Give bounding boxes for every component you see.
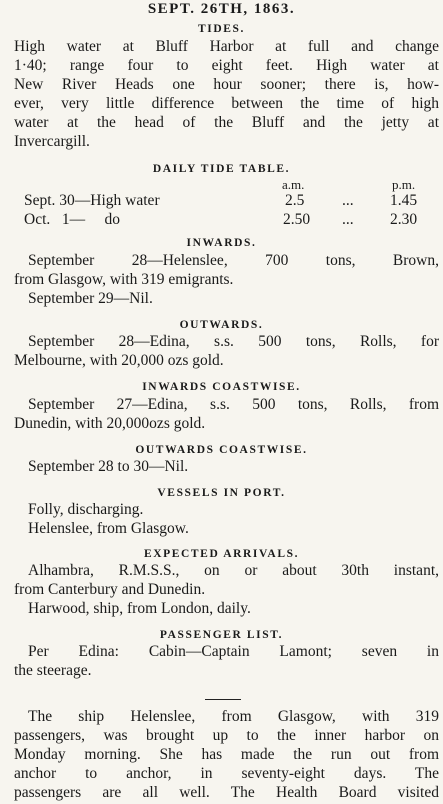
inwards-coastwise-heading: INWARDS COASTWISE.	[142, 381, 301, 393]
tide-row-label: Sept. 30—High water	[24, 192, 160, 209]
article-line: anchor to anchor, in seventy-eight days. The	[14, 765, 439, 782]
date-heading: SEPT. 26TH, 1863.	[147, 1, 296, 17]
outwards-line: Melbourne, with 20,000 ozs gold.	[14, 352, 224, 369]
tides-line: New River Heads one hour sooner; there is, how-	[14, 76, 439, 93]
expected-arrivals-line: Alhambra, R.M.S.S., on or about 30th instant,	[28, 562, 439, 579]
tide-table-col-am: a.m.	[282, 177, 305, 192]
outwards-heading: OUTWARDS.	[179, 319, 264, 331]
tide-row-pm: 1.45	[390, 192, 418, 209]
inwards-coastwise-line: September 27—Edina, s.s. 500 tons, Rolls, from	[28, 396, 439, 413]
tide-table-heading: DAILY TIDE TABLE.	[152, 163, 291, 175]
tide-row-sep: ...	[342, 211, 354, 228]
tide-row-sep: ...	[342, 192, 354, 209]
tides-line: 1·40; range four to eight feet. High water at	[14, 57, 439, 74]
inwards-line: September 28—Helenslee, 700 tons, Brown,	[28, 252, 439, 269]
tide-row-am: 2.5	[285, 192, 305, 209]
tides-heading: TIDES.	[198, 23, 245, 35]
expected-arrivals-line: from Canterbury and Dunedin.	[14, 581, 206, 598]
tide-table-col-pm: p.m.	[392, 177, 416, 192]
vessels-in-port-line: Helenslee, from Glasgow.	[28, 520, 189, 537]
article-line: The ship Helenslee, from Glasgow, with 319	[28, 708, 439, 725]
article-line: Monday morning. She has made the run out from	[14, 746, 439, 763]
expected-arrivals-heading: EXPECTED ARRIVALS.	[143, 548, 300, 560]
vessels-in-port-heading: VESSELS IN PORT.	[157, 487, 286, 499]
inwards-coastwise-line: Dunedin, with 20,000ozs gold.	[14, 415, 206, 432]
tides-line: High water at Bluff Harbor at full and change	[14, 38, 439, 55]
tide-row-am: 2.50	[283, 211, 311, 228]
vessels-in-port-line: Folly, discharging.	[28, 501, 144, 518]
outwards-line: September 28—Edina, s.s. 500 tons, Rolls, for	[28, 333, 439, 350]
outwards-coastwise-heading: OUTWARDS COASTWISE.	[135, 444, 308, 456]
outwards-coastwise-line: September 28 to 30—Nil.	[28, 458, 189, 475]
tides-line: water at the head of the Bluff and the jetty at	[14, 114, 439, 131]
passenger-list-line: Per Edina: Cabin—Captain Lamont; seven in	[28, 643, 439, 660]
tides-line: ever, very little difference between the time of high	[14, 95, 439, 112]
passenger-list-heading: PASSENGER LIST.	[159, 629, 284, 641]
article-line: passengers, was brought up to the inner harbor on	[14, 727, 439, 744]
inwards-line: September 29—Nil.	[28, 290, 153, 307]
tide-row-pm: 2.30	[390, 211, 418, 228]
passenger-list-line: the steerage.	[14, 662, 92, 679]
tides-line: Invercargill.	[14, 133, 90, 150]
expected-arrivals-line: Harwood, ship, from London, daily.	[28, 600, 251, 617]
inwards-heading: INWARDS.	[186, 237, 257, 249]
tide-row-label: Oct. 1— do	[24, 211, 121, 228]
inwards-line: from Glasgow, with 319 emigrants.	[14, 271, 234, 288]
section-divider	[205, 699, 241, 700]
article-line: passengers are all well. The Health Board visited	[14, 784, 439, 801]
